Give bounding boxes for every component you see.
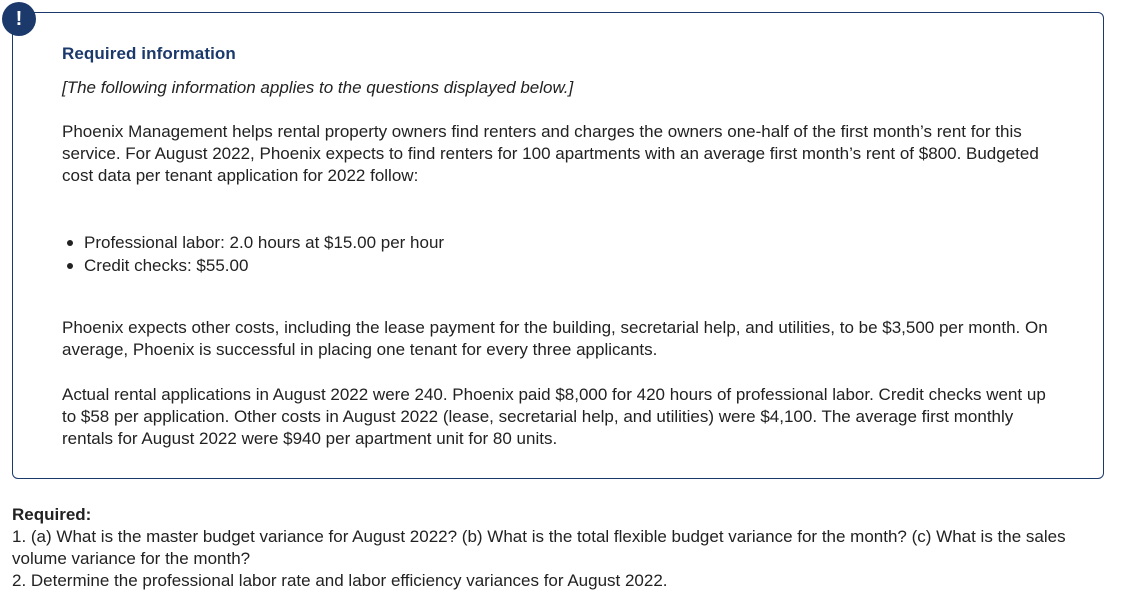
required-heading: Required: — [12, 505, 92, 524]
requirement-1: 1. (a) What is the master budget variance for August 2022? (b) What is the total flexible budget variance for the month? (c) What is the sales volume variance for the month? — [12, 527, 1066, 568]
actual-results-paragraph: Actual rental applications in August 2022 were 240. Phoenix paid $8,000 for 420 hours of professional labor. Credit checks went up to $58 per application. Other costs in August 2022 (lease, secretarial help, and utilities) were $4,100. The average first monthly rentals for August 2022 were $940 per apartment unit for 80 units. — [62, 385, 1046, 448]
other-costs-paragraph: Phoenix expects other costs, including the lease payment for the building, secretarial help, and utilities, to be $3,500 per month. On average, Phoenix is successful in placing one tenant for every three applicants. — [62, 318, 1048, 359]
exclamation-icon: ! — [2, 2, 36, 36]
required-section — [12, 504, 1107, 592]
list-item: Professional labor: 2.0 hours at $15.00 per hour — [62, 231, 444, 254]
intro-paragraph: Phoenix Management helps rental property owners find renters and charges the owners one-half of the first month’s rent for this service. For August 2022, Phoenix expects to find renters for 100 apartments with an average first month’s rent of $800. Budgeted cost data per tenant application for 2022 follow: — [62, 122, 1039, 185]
budgeted-cost-list — [62, 231, 444, 277]
list-item: Credit checks: $55.00 — [62, 254, 444, 277]
requirement-2: 2. Determine the professional labor rate and labor efficiency variances for August 2022. — [12, 571, 668, 590]
box-title: Required information — [62, 44, 236, 63]
box-subtitle: [The following information applies to the questions displayed below.] — [62, 78, 574, 97]
required-information-box — [12, 12, 1104, 479]
